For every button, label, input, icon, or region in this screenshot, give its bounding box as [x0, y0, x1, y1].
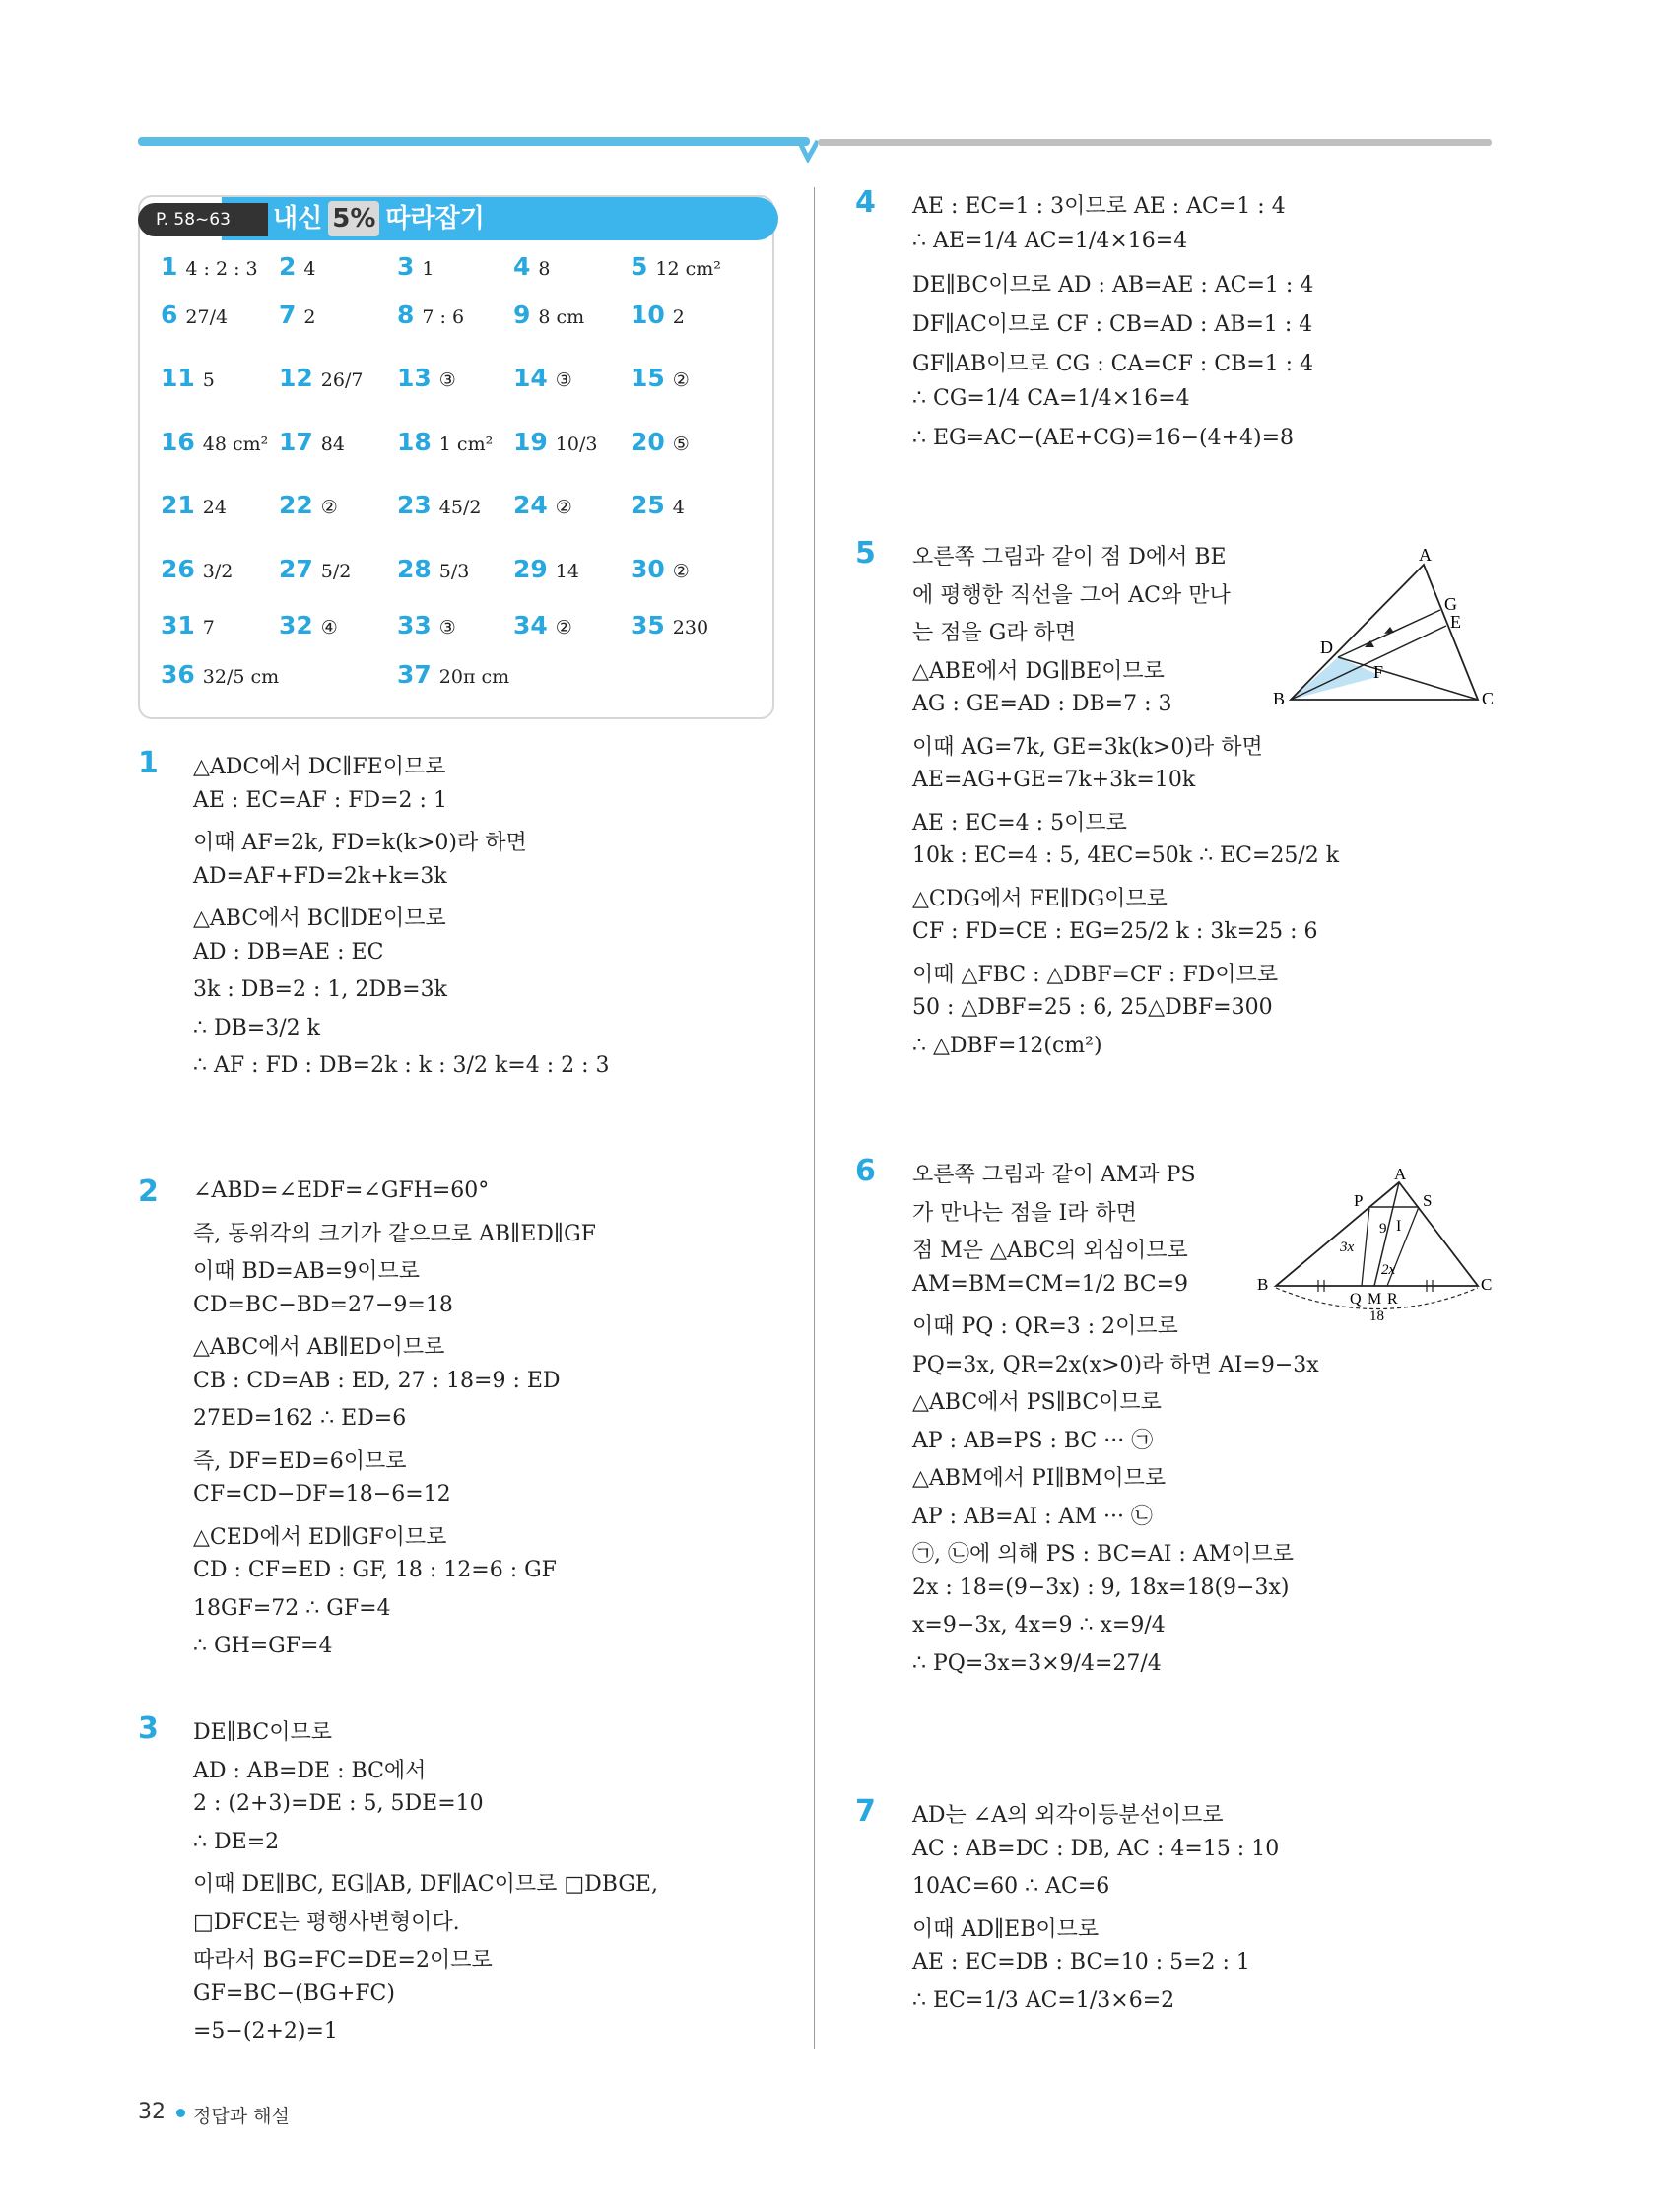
answer-value: 2	[672, 306, 685, 328]
fig5-label-g: G	[1444, 594, 1457, 614]
solution-number: 5	[855, 536, 876, 570]
answer-value: 27/4	[185, 306, 229, 328]
fig6-label-18: 18	[1369, 1308, 1384, 1324]
answer-number: 35	[631, 611, 665, 639]
solution-line: AE : EC=AF : FD=2 : 1	[193, 787, 447, 813]
solution-number: 6	[855, 1154, 876, 1188]
answer-number: 34	[513, 611, 548, 639]
solution-line: 에 평행한 직선을 그어 AC와 만나	[912, 582, 1231, 608]
answer-number: 16	[161, 428, 195, 456]
answer-number: 28	[397, 555, 432, 583]
solution-line: △CED에서 ED∥GF이므로	[193, 1524, 447, 1550]
answer-item	[161, 428, 268, 456]
answer-item	[397, 660, 509, 689]
fig6-label-2x: 2x	[1381, 1262, 1396, 1278]
solution-line: △ABC에서 BC∥DE이므로	[193, 906, 446, 931]
answer-number: 23	[397, 491, 432, 519]
answer-value: 3/2	[202, 561, 234, 582]
fig6-label-i: I	[1396, 1218, 1402, 1235]
solution-line: ∴ GH=GF=4	[193, 1634, 333, 1658]
solution-line: AE=AG+GE=7k+3k=10k	[912, 768, 1196, 792]
solution-line: 3k : DB=2 : 1, 2DB=3k	[193, 977, 447, 1002]
solution-line: x=9−3x, 4x=9 ∴ x=9/4	[912, 1613, 1166, 1638]
answer-number: 30	[631, 555, 665, 583]
answer-value: 7	[202, 617, 215, 638]
answer-item	[631, 491, 685, 519]
solution-number: 3	[138, 1711, 159, 1746]
solution-line: 즉, 동위각의 크기가 같으므로 AB∥ED∥GF	[193, 1221, 596, 1246]
fig6-label-s: S	[1423, 1191, 1433, 1210]
solution-line: CB : CD=AB : ED, 27 : 18=9 : ED	[193, 1368, 561, 1393]
answer-item	[279, 611, 338, 639]
solution-line: 2x : 18=(9−3x) : 9, 18x=18(9−3x)	[912, 1575, 1290, 1600]
answer-number: 31	[161, 611, 195, 639]
solution-line: △ABC에서 AB∥ED이므로	[193, 1335, 445, 1360]
answer-number: 21	[161, 491, 195, 519]
answer-item	[631, 301, 685, 329]
answer-value: 5	[202, 369, 215, 391]
solution-line: 이때 PQ : QR=3 : 2이므로	[912, 1314, 1178, 1339]
fig6-label-3x: 3x	[1340, 1240, 1355, 1255]
fig6-label-b: B	[1257, 1275, 1269, 1294]
solution-line: ∴ EG=AC−(AE+CG)=16−(4+4)=8	[912, 426, 1295, 450]
page-number: 32	[138, 2100, 166, 2124]
solution-line: 2 : (2+3)=DE : 5, 5DE=10	[193, 1791, 484, 1816]
answer-value: 5/3	[438, 561, 470, 582]
solution-line: ∴ AE=1/4 AC=1/4×16=4	[912, 229, 1188, 253]
answer-item	[513, 491, 572, 519]
solution-line: AE : EC=DB : BC=10 : 5=2 : 1	[912, 1950, 1250, 1975]
answer-number: 11	[161, 364, 195, 392]
fig6-label-m: M	[1368, 1291, 1382, 1307]
answer-item	[631, 611, 708, 639]
solution-line: △ADC에서 DC∥FE이므로	[193, 755, 446, 779]
solution-line: 는 점을 G라 하면	[912, 621, 1077, 645]
solution-line: AD : DB=AE : EC	[193, 939, 384, 965]
solution-line: 이때 DE∥BC, EG∥AB, DF∥AC이므로 □DBGE,	[193, 1872, 658, 1897]
fig5-label-c: C	[1482, 689, 1495, 708]
answer-value: ③	[555, 369, 572, 391]
footer-section-title: 정답과 해설	[193, 2106, 290, 2127]
answer-item	[513, 252, 551, 281]
fig6-label-q: Q	[1350, 1291, 1362, 1307]
solution-line: AG : GE=AD : DB=7 : 3	[912, 692, 1172, 716]
solution-line: AC : AB=DC : DB, AC : 4=15 : 10	[912, 1836, 1280, 1861]
solution-line: ∴ △DBF=12(cm²)	[912, 1033, 1102, 1058]
fig5-label-b: B	[1273, 689, 1286, 708]
solution-line: PQ=3x, QR=2x(x>0)라 하면 AI=9−3x	[912, 1352, 1319, 1377]
answer-item	[279, 364, 363, 392]
answer-value: 20π cm	[438, 666, 510, 688]
figure-triangle-6	[1251, 1168, 1498, 1325]
answer-item	[513, 428, 597, 456]
answer-value: 48 cm²	[202, 434, 269, 455]
answer-value: 5/2	[320, 561, 352, 582]
top-rule-notch	[798, 137, 818, 163]
answer-value: ②	[555, 617, 572, 638]
answer-number: 14	[513, 364, 548, 392]
banner-title-pre: 내신	[273, 204, 323, 234]
answer-item	[397, 428, 493, 456]
solution-line: CF : FD=CE : EG=25/2 k : 3k=25 : 6	[912, 919, 1318, 944]
answer-item	[397, 301, 464, 329]
answer-value: ③	[438, 617, 456, 638]
answer-number: 8	[397, 301, 415, 329]
fig5-label-d: D	[1320, 637, 1333, 657]
answer-value: 32/5 cm	[202, 666, 280, 688]
answer-number: 10	[631, 301, 665, 329]
solution-line: AD=AF+FD=2k+k=3k	[193, 863, 447, 889]
answer-number: 32	[279, 611, 313, 639]
figure-triangle-5	[1271, 547, 1498, 714]
answer-number: 6	[161, 301, 178, 329]
answer-value: 10/3	[555, 434, 598, 455]
banner-title-post: 따라잡기	[385, 204, 485, 234]
page-range-tag: P. 58~63	[138, 203, 268, 236]
solution-line: △ABE에서 DG∥BE이므로	[912, 658, 1165, 684]
answer-value: 45/2	[438, 497, 482, 518]
solution-line: 50 : △DBF=25 : 6, 25△DBF=300	[912, 995, 1273, 1020]
solution-line: DF∥AC이므로 CF : CB=AD : AB=1 : 4	[912, 312, 1313, 337]
answer-value: 14	[555, 561, 579, 582]
answer-value: ④	[320, 617, 338, 638]
answer-item	[631, 252, 721, 281]
footer-bullet	[176, 2109, 185, 2117]
answer-value: 8	[538, 258, 551, 280]
answer-number: 7	[279, 301, 297, 329]
answer-number: 27	[279, 555, 313, 583]
solution-number: 7	[855, 1794, 876, 1829]
fig6-label-p: P	[1354, 1191, 1364, 1210]
answer-item	[161, 660, 279, 689]
solution-line: △ABC에서 PS∥BC이므로	[912, 1390, 1162, 1415]
answer-number: 36	[161, 660, 195, 689]
answer-number: 19	[513, 428, 548, 456]
solution-line: 이때 AG=7k, GE=3k(k>0)라 하면	[912, 734, 1263, 760]
answer-number: 9	[513, 301, 531, 329]
answer-number: 13	[397, 364, 432, 392]
solution-line: CF=CD−DF=18−6=12	[193, 1482, 451, 1507]
answer-number: 22	[279, 491, 313, 519]
solution-line: 이때 △FBC : △DBF=CF : FD이므로	[912, 962, 1279, 987]
solution-line: △CDG에서 FE∥DG이므로	[912, 886, 1168, 911]
answer-number: 24	[513, 491, 548, 519]
answer-value: ③	[438, 369, 456, 391]
fig6-label-r: R	[1387, 1291, 1398, 1307]
solution-line: CD=BC−BD=27−9=18	[193, 1292, 453, 1317]
solution-line: =5−(2+2)=1	[193, 2019, 338, 2044]
answer-item	[513, 301, 584, 329]
answer-item	[161, 364, 215, 392]
answer-number: 3	[397, 252, 415, 281]
solution-line: ∴ PQ=3x=3×9/4=27/4	[912, 1650, 1162, 1676]
answer-item	[397, 611, 456, 639]
answer-number: 37	[397, 660, 432, 689]
answer-item	[279, 252, 316, 281]
answer-value: 4	[303, 258, 316, 280]
solution-line: 오른쪽 그림과 같이 점 D에서 BE	[912, 545, 1227, 570]
solution-line: AM=BM=CM=1/2 BC=9	[912, 1271, 1189, 1297]
answer-number: 17	[279, 428, 313, 456]
fig5-label-e: E	[1450, 612, 1461, 632]
answer-item	[397, 252, 434, 281]
answer-value: 8 cm	[538, 306, 585, 328]
fig6-label-c: C	[1481, 1275, 1493, 1294]
solution-line: 10AC=60 ∴ AC=6	[912, 1874, 1110, 1899]
solution-line: AD는 ∠A의 외각이등분선이므로	[912, 1803, 1224, 1828]
solution-line: 18GF=72 ∴ GF=4	[193, 1595, 391, 1621]
answer-item	[397, 555, 469, 583]
answer-value: 1	[422, 258, 434, 280]
answer-value: 230	[672, 617, 709, 638]
solution-line: ∴ DE=2	[193, 1829, 280, 1854]
answer-item	[631, 364, 690, 392]
answer-item	[279, 428, 345, 456]
answer-item	[161, 301, 228, 329]
answer-value: 1 cm²	[438, 434, 494, 455]
answer-item	[161, 611, 215, 639]
answer-number: 12	[279, 364, 313, 392]
solution-line: ∴ EC=1/3 AC=1/3×6=2	[912, 1987, 1175, 2013]
answer-number: 20	[631, 428, 665, 456]
solution-line: △ABM에서 PI∥BM이므로	[912, 1466, 1167, 1491]
solution-line: AE : EC=4 : 5이므로	[912, 810, 1127, 836]
answer-value: 7 : 6	[422, 306, 465, 328]
solution-line: ∴ DB=3/2 k	[193, 1015, 320, 1040]
solution-line: DE∥BC이므로 AD : AB=AE : AC=1 : 4	[912, 273, 1314, 298]
answer-number: 26	[161, 555, 195, 583]
banner-percent: 5%	[328, 201, 379, 236]
solution-line: DE∥BC이므로	[193, 1720, 333, 1745]
solution-line: AD : AB=DE : BC에서	[193, 1758, 427, 1783]
answer-item	[397, 491, 481, 519]
solution-number: 2	[138, 1174, 159, 1209]
answer-value: 12 cm²	[655, 258, 721, 280]
answer-item	[161, 491, 227, 519]
answer-item	[513, 364, 572, 392]
fig6-label-9: 9	[1379, 1221, 1387, 1237]
fig5-label-f: F	[1373, 662, 1384, 682]
answer-item	[513, 555, 579, 583]
solution-line: 오른쪽 그림과 같이 AM과 PS	[912, 1163, 1196, 1187]
answer-value: ②	[320, 497, 338, 518]
answer-item	[161, 252, 258, 281]
answer-item	[631, 428, 690, 456]
solution-line: AP : AB=AI : AM ··· ㉡	[912, 1504, 1153, 1529]
answer-value: ②	[555, 497, 572, 518]
answer-number: 1	[161, 252, 178, 281]
answer-item	[397, 364, 456, 392]
solution-line: ∠ABD=∠EDF=∠GFH=60°	[193, 1178, 490, 1203]
solution-number: 4	[855, 185, 876, 220]
solution-line: 즉, DF=ED=6이므로	[193, 1448, 407, 1474]
answer-item	[513, 611, 572, 639]
solution-line: 따라서 BG=FC=DE=2이므로	[193, 1948, 493, 1973]
answer-item	[161, 555, 233, 583]
solution-line: 점 M은 △ABC의 외심이므로	[912, 1239, 1188, 1263]
answer-number: 5	[631, 252, 648, 281]
solution-line: 10k : EC=4 : 5, 4EC=50k ∴ EC=25/2 k	[912, 843, 1340, 868]
solution-line: 가 만나는 점을 I라 하면	[912, 1200, 1137, 1226]
solution-number: 1	[138, 746, 159, 780]
answer-number: 4	[513, 252, 531, 281]
solution-line: ㉠, ㉡에 의해 PS : BC=AI : AM이므로	[912, 1542, 1294, 1567]
solution-line: 이때 AD∥EB이므로	[912, 1916, 1100, 1942]
top-rule-left	[138, 137, 810, 146]
answer-item	[279, 555, 351, 583]
column-divider	[814, 187, 815, 2049]
answer-number: 29	[513, 555, 548, 583]
fig5-label-a: A	[1419, 547, 1432, 565]
answer-value: 84	[320, 434, 345, 455]
section-banner	[222, 197, 778, 240]
answer-value: ②	[672, 561, 690, 582]
solution-line: ∴ CG=1/4 CA=1/4×16=4	[912, 386, 1190, 411]
answer-item	[279, 301, 316, 329]
solution-line: 27ED=162 ∴ ED=6	[193, 1406, 407, 1431]
solution-line: 이때 AF=2k, FD=k(k>0)라 하면	[193, 831, 527, 855]
answer-item	[631, 555, 690, 583]
fig6-label-a: A	[1394, 1168, 1407, 1183]
answer-number: 25	[631, 491, 665, 519]
top-rule-right	[818, 139, 1492, 146]
answer-value: 26/7	[320, 369, 364, 391]
solution-line: 이때 BD=AB=9이므로	[193, 1259, 420, 1284]
solution-line: □DFCE는 평행사변형이다.	[193, 1910, 460, 1935]
solution-line: GF∥AB이므로 CG : CA=CF : CB=1 : 4	[912, 352, 1314, 376]
solution-line: CD : CF=ED : GF, 18 : 12=6 : GF	[193, 1558, 557, 1582]
solution-line: AP : AB=PS : BC ··· ㉠	[912, 1428, 1154, 1453]
answer-item	[279, 491, 338, 519]
solution-line: GF=BC−(BG+FC)	[193, 1980, 395, 2006]
answer-number: 18	[397, 428, 432, 456]
answer-value: 4	[672, 497, 685, 518]
answer-value: 4 : 2 : 3	[185, 258, 258, 280]
answer-number: 33	[397, 611, 432, 639]
answer-value: 2	[303, 306, 316, 328]
answer-value: ⑤	[672, 434, 690, 455]
solution-line: AE : EC=1 : 3이므로 AE : AC=1 : 4	[912, 194, 1286, 219]
solution-line: ∴ AF : FD : DB=2k : k : 3/2 k=4 : 2 : 3	[193, 1053, 610, 1078]
answer-number: 15	[631, 364, 665, 392]
answer-value: 24	[202, 497, 227, 518]
answer-value: ②	[672, 369, 690, 391]
answer-number: 2	[279, 252, 297, 281]
